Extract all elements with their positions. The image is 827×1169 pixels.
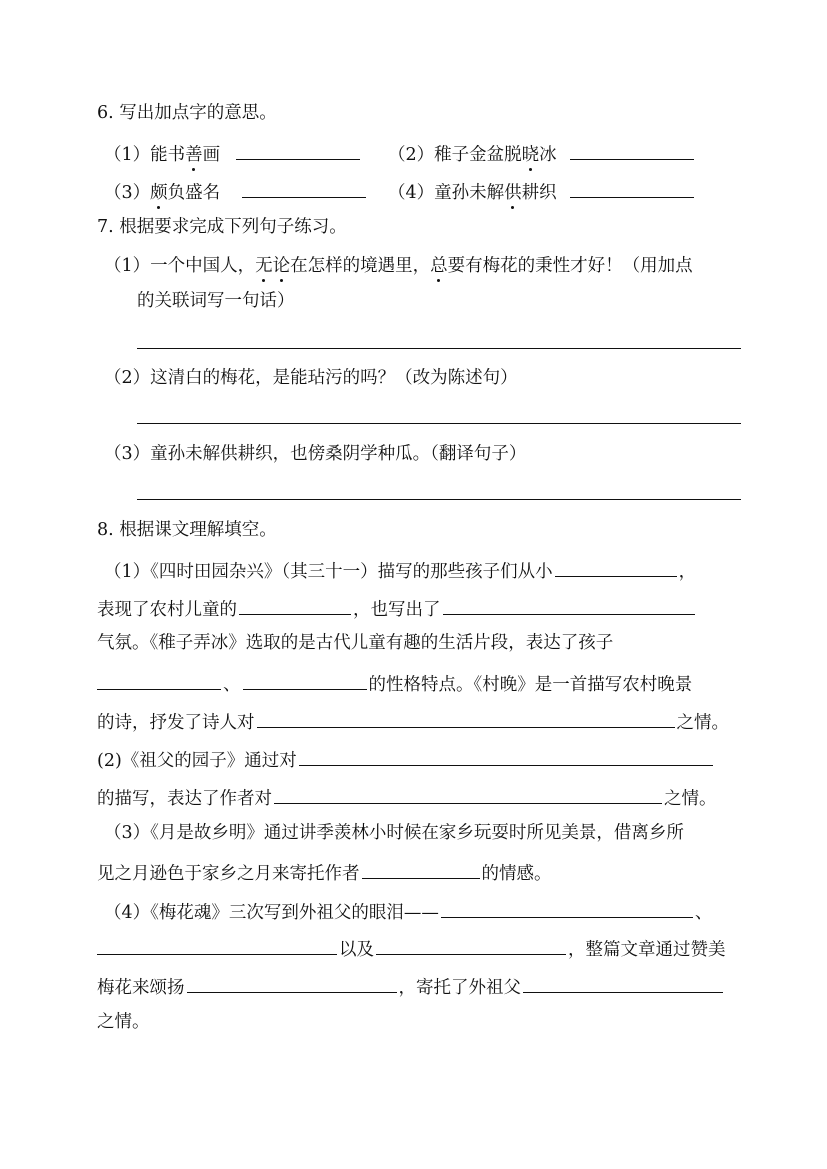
q7-title: 7. 根据要求完成下列句子练习。: [97, 217, 347, 237]
item-number: （3）: [104, 183, 151, 203]
q8-p4-line-1: [104, 897, 742, 925]
text: 的诗，抒发了诗人对: [97, 713, 255, 733]
text: 表现了农村儿童的: [97, 600, 237, 620]
q8-p4-line-4: 之情。: [97, 1012, 150, 1032]
q6-item-1: [104, 145, 362, 165]
text: 的性格特点。《村晚》是一首描写农村晚景: [368, 675, 693, 695]
q7-item-1: [104, 254, 749, 278]
answer-blank[interactable]: [236, 139, 360, 160]
text: ，整篇文章通过赞美: [568, 940, 726, 960]
item-number: （4）: [388, 183, 435, 203]
text: 、: [694, 903, 713, 923]
text: 的描写，表达了作者对: [97, 789, 272, 809]
answer-blank[interactable]: [523, 972, 723, 993]
text: 之情。: [664, 789, 717, 809]
text: 之情。: [676, 713, 729, 733]
item-text: 能书: [150, 145, 186, 165]
text: ，寄托了外祖父: [398, 978, 521, 998]
item-text: 画: [202, 145, 221, 165]
item-text: 这清白的梅花，是能玷污的吗？（改为陈述句）: [150, 368, 518, 388]
q6-row-2: [104, 177, 749, 205]
answer-blank[interactable]: [239, 594, 351, 615]
answer-blank[interactable]: [97, 669, 221, 690]
text: 、: [223, 675, 241, 695]
item-text: 冰: [539, 145, 557, 165]
q7-item-3: [104, 442, 749, 466]
item-number: （1）: [104, 145, 151, 165]
q8-p2-line-2: [97, 783, 742, 811]
text: (2)《祖父的园子》通过对: [97, 751, 297, 771]
q6-item-2: [388, 139, 696, 167]
answer-blank[interactable]: [362, 858, 480, 879]
q8-p3-line-1: （3）《月是故乡明》通过讲季羡林小时候在家乡玩耍时所见美景，借离乡所: [104, 823, 684, 843]
answer-blank[interactable]: [97, 934, 337, 955]
q8-p3-line-2: [97, 858, 742, 886]
q8-title: 8. 根据课文理解填空。: [97, 520, 277, 540]
answer-blank[interactable]: [187, 972, 397, 993]
answer-line[interactable]: [137, 499, 741, 500]
answer-line[interactable]: [137, 348, 741, 349]
dotted-character: 无: [255, 256, 273, 276]
q8-p4-line-2: [97, 934, 742, 962]
text: 以及: [339, 940, 374, 960]
item-text: 童孙未解: [434, 183, 505, 203]
answer-blank[interactable]: [441, 897, 693, 918]
q7-item-1-cont: 的关联词写一句话）: [137, 291, 295, 311]
text: 梅花来颂扬: [97, 978, 185, 998]
answer-blank[interactable]: [274, 783, 662, 804]
q8-p1-line-1: [104, 556, 742, 584]
q6-item-4: [388, 177, 696, 205]
answer-blank[interactable]: [570, 177, 694, 198]
q8-p2-line-1: [97, 745, 742, 773]
q6-row-1: [104, 139, 749, 167]
text: （4）《梅花魂》三次写到外祖父的眼泪——: [104, 903, 439, 923]
q8-p1-line-3: 气氛。《稚子弄冰》选取的是古代儿童有趣的生活片段，表达了孩子: [97, 633, 614, 653]
dotted-character: 晓: [521, 145, 540, 165]
text: 的情感。: [481, 864, 552, 884]
answer-blank[interactable]: [376, 934, 566, 955]
answer-blank[interactable]: [257, 707, 675, 728]
answer-line[interactable]: [137, 423, 741, 424]
q7-item-2: [104, 366, 749, 390]
item-text: 负盛名: [167, 183, 221, 203]
item-number: （2）: [388, 145, 435, 165]
item-number: （2）: [104, 368, 151, 388]
dotted-character: 总: [430, 256, 448, 276]
item-number: （3）: [104, 444, 151, 464]
answer-blank[interactable]: [242, 177, 366, 198]
q6-title: 6. 写出加点字的意思。: [97, 103, 277, 123]
answer-blank[interactable]: [570, 139, 694, 160]
answer-blank[interactable]: [299, 745, 713, 766]
item-text: 稚子金盆脱: [434, 145, 522, 165]
q8-p1-line-2: [97, 594, 742, 622]
answer-blank[interactable]: [243, 669, 367, 690]
q8-p4-line-3: [97, 972, 742, 1000]
q8-p1-line-5: [97, 707, 742, 735]
dotted-character: 供: [504, 183, 522, 203]
dotted-character: 颇: [150, 183, 168, 203]
text: ，: [678, 562, 697, 582]
item-text: 要有梅花的秉性才好！（用加点: [447, 256, 693, 276]
q6-item-3: [104, 183, 368, 203]
item-text: 童孙未解供耕织，也傍桑阴学种瓜。（翻译句子）: [150, 444, 527, 464]
dotted-character: 善: [185, 145, 203, 165]
q8-p1-line-4: [97, 669, 742, 697]
text: （1）《四时田园杂兴》（其三十一）描写的那些孩子们从小: [104, 562, 553, 582]
answer-blank[interactable]: [443, 594, 695, 615]
answer-blank[interactable]: [555, 556, 677, 577]
item-text: 在怎样的境遇里，: [290, 256, 431, 276]
text: 见之月逊色于家乡之月来寄托作者: [97, 864, 360, 884]
item-number: （1）: [104, 256, 151, 276]
item-text: 耕织: [521, 183, 557, 203]
dotted-character: 论: [272, 256, 291, 276]
text: ，也写出了: [353, 600, 441, 620]
item-text: 一个中国人，: [150, 256, 256, 276]
